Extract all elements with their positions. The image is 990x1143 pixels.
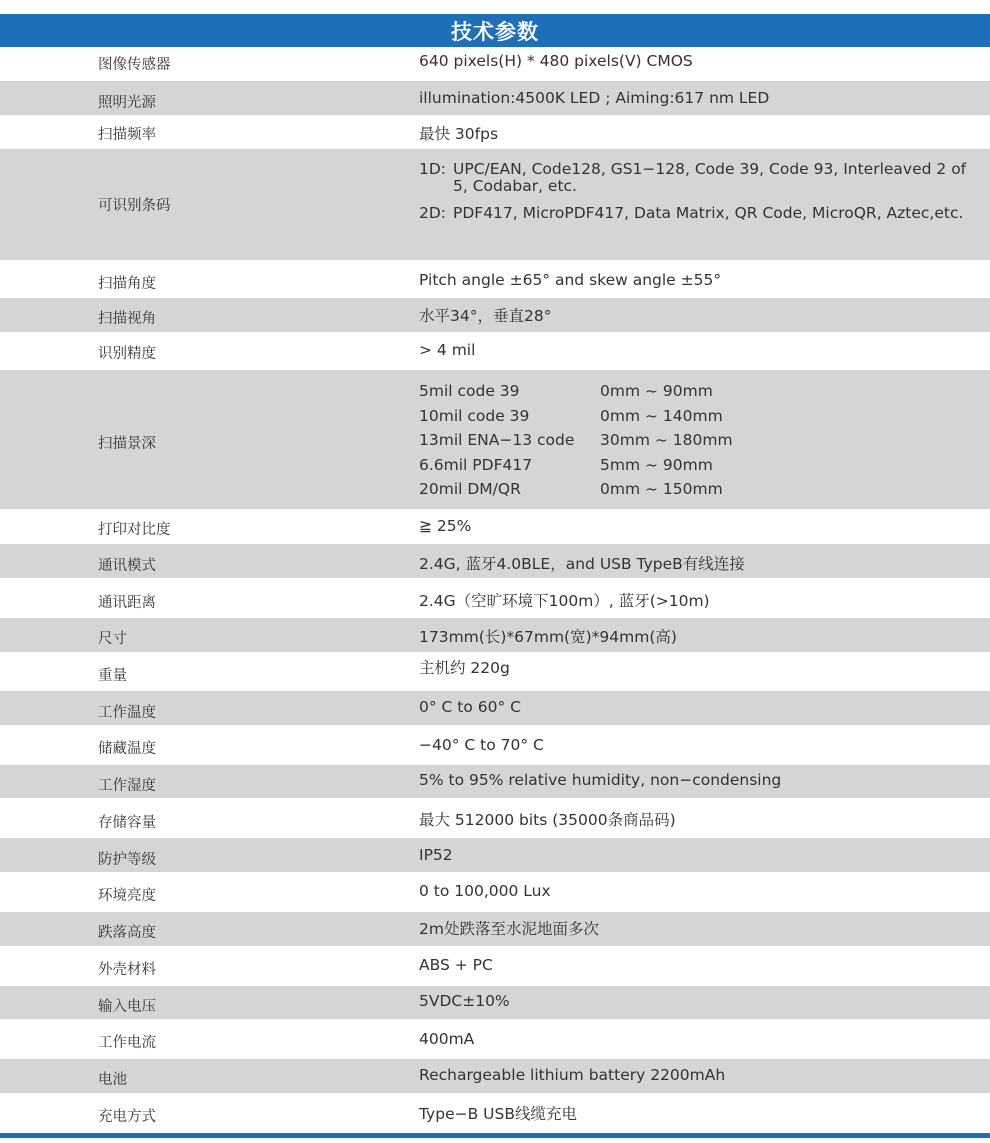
table-row <box>0 370 990 509</box>
dof-row <box>419 453 733 478</box>
table-row <box>0 1019 990 1059</box>
depth-of-field-table <box>419 379 733 502</box>
footer-bar <box>0 1133 990 1138</box>
spec-label: 跌落高度 <box>98 925 156 941</box>
spec-label: 照明光源 <box>98 95 156 111</box>
spec-label: 储藏温度 <box>98 741 156 757</box>
dof-range: 0mm ~ 140mm <box>600 406 723 425</box>
spec-value: 5VDC±10% <box>419 992 510 1010</box>
spec-value: > 4 mil <box>419 341 476 359</box>
barcode-symbologies: PDF417, MicroPDF417, Data Matrix, QR Code, MicroQR, Aztec,etc. <box>453 204 964 222</box>
spec-value: 5% to 95% relative humidity, non−condensing <box>419 771 782 789</box>
barcode-symbologies: UPC/EAN, Code128, GS1−128, Code 39, Code 93, Interleaved 2 of 5, Codabar, etc. <box>453 160 967 195</box>
table-row <box>0 986 990 1019</box>
spec-label: 扫描角度 <box>98 276 156 292</box>
dof-code: 6.6mil PDF417 <box>419 455 533 474</box>
dof-range: 0mm ~ 150mm <box>600 480 723 499</box>
spec-label: 工作电流 <box>98 1035 156 1051</box>
dof-range: 0mm ~ 90mm <box>600 382 713 401</box>
spec-label: 电池 <box>98 1072 127 1088</box>
spec-label: 扫描视角 <box>98 311 156 327</box>
spec-label: 图像传感器 <box>98 57 171 73</box>
spec-value: illumination:4500K LED ; Aiming:617 nm LED <box>419 89 770 107</box>
spec-value: 173mm(长)*67mm(宽)*94mm(高) <box>419 628 677 646</box>
spec-value: −40° C to 70° C <box>419 736 544 754</box>
dof-code: 13mil ENA−13 code <box>419 431 575 450</box>
dof-row <box>419 477 733 502</box>
table-row <box>0 912 990 946</box>
spec-value: ≧ 25% <box>419 517 472 535</box>
table-row <box>0 1059 990 1093</box>
table-row <box>0 260 990 298</box>
table-row <box>0 509 990 544</box>
table-row <box>0 332 990 370</box>
dof-code: 5mil code 39 <box>419 382 520 401</box>
table-row <box>0 838 990 872</box>
dof-row <box>419 404 733 429</box>
spec-value: Type−B USB线缆充电 <box>419 1105 577 1123</box>
table-row <box>0 691 990 725</box>
spec-label: 识别精度 <box>98 346 156 362</box>
spec-value: 2m处跌落至水泥地面多次 <box>419 920 599 938</box>
table-row <box>0 765 990 798</box>
table-row <box>0 798 990 838</box>
spec-label: 工作湿度 <box>98 778 156 794</box>
table-row <box>0 578 990 618</box>
table-row <box>0 544 990 578</box>
spec-header <box>0 14 990 47</box>
table-row <box>0 81 990 115</box>
spec-value: 2.4G, 蓝牙4.0BLE，and USB TypeB有线连接 <box>419 555 745 573</box>
barcode-type: 1D: <box>419 160 447 178</box>
spec-value: 主机约 220g <box>419 659 510 677</box>
spec-value: ABS + PC <box>419 956 493 974</box>
spec-value: IP52 <box>419 846 453 864</box>
spec-label: 外壳材料 <box>98 962 156 978</box>
spec-label: 通讯距离 <box>98 595 156 611</box>
spec-label: 防护等级 <box>98 852 156 868</box>
spec-value: 640 pixels(H) * 480 pixels(V) CMOS <box>419 52 693 70</box>
spec-label: 环境亮度 <box>98 888 156 904</box>
table-row <box>0 149 990 260</box>
barcode-type: 2D: <box>419 204 447 222</box>
spec-value: 最大 512000 bits (35000条商品码) <box>419 811 676 829</box>
table-row <box>0 725 990 765</box>
spec-label: 重量 <box>98 668 127 684</box>
spec-value: 0 to 100,000 Lux <box>419 882 551 900</box>
table-row <box>0 1093 990 1133</box>
dof-row <box>419 428 733 453</box>
dof-row <box>419 379 733 404</box>
table-row <box>0 618 990 652</box>
spec-label: 尺寸 <box>98 631 127 647</box>
page-title: 技术参数 <box>451 19 539 44</box>
spec-label: 扫描景深 <box>98 436 156 452</box>
spec-value: Rechargeable lithium battery 2200mAh <box>419 1066 726 1084</box>
spec-label: 输入电压 <box>98 999 156 1015</box>
spec-value: 2.4G（空旷环境下100m）, 蓝牙(>10m) <box>419 592 710 610</box>
dof-range: 30mm ~ 180mm <box>600 431 733 450</box>
dof-range: 5mm ~ 90mm <box>600 455 713 474</box>
spec-value: 400mA <box>419 1030 475 1048</box>
spec-label: 可识别条码 <box>98 198 171 214</box>
barcode-list <box>419 161 973 222</box>
table-row <box>0 47 990 81</box>
table-row <box>0 652 990 691</box>
table-row <box>0 872 990 912</box>
spec-value: 水平34°，垂直28° <box>419 307 552 325</box>
dof-code: 10mil code 39 <box>419 406 530 425</box>
barcode-line <box>419 205 973 222</box>
spec-label: 工作温度 <box>98 705 156 721</box>
barcode-line <box>419 161 973 195</box>
spec-label: 通讯模式 <box>98 558 156 574</box>
spec-label: 扫描频率 <box>98 127 156 143</box>
spec-label: 充电方式 <box>98 1109 156 1125</box>
spec-label: 存储容量 <box>98 815 156 831</box>
spec-value: 最快 30fps <box>419 125 499 143</box>
spec-value: Pitch angle ±65° and skew angle ±55° <box>419 271 722 289</box>
dof-code: 20mil DM/QR <box>419 480 521 499</box>
table-row <box>0 298 990 332</box>
spec-value: 0° C to 60° C <box>419 698 521 716</box>
table-row <box>0 115 990 149</box>
spec-label: 打印对比度 <box>98 522 171 538</box>
table-row <box>0 946 990 986</box>
